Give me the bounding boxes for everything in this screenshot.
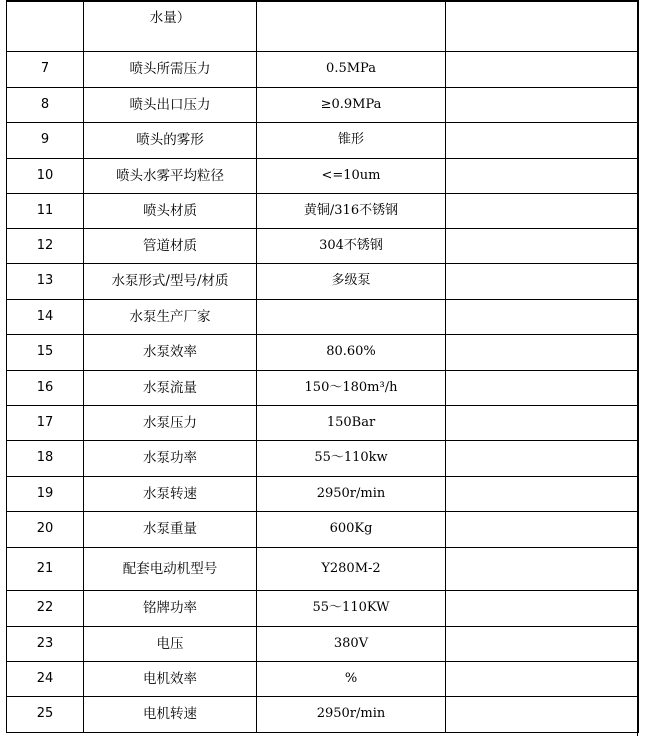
item-cell: 喷头的雾形 xyxy=(84,122,257,158)
remark-cell xyxy=(446,370,639,405)
row-number-cell: 21 xyxy=(7,547,84,590)
item-cell: 电机效率 xyxy=(84,661,257,696)
item-cell: 电机转速 xyxy=(84,696,257,732)
row-number-cell: 23 xyxy=(7,626,84,661)
remark-cell xyxy=(446,626,639,661)
item-cell: 水泵转速 xyxy=(84,476,257,511)
item-cell: 水泵功率 xyxy=(84,440,257,476)
row-number-cell: 20 xyxy=(7,511,84,547)
value-cell xyxy=(257,1,446,51)
remark-cell xyxy=(446,511,639,547)
spec-table-container xyxy=(6,0,638,733)
item-cell: 铭牌功率 xyxy=(84,590,257,626)
row-number-cell: 9 xyxy=(7,122,84,158)
value-cell: <=10um xyxy=(257,158,446,193)
value-cell: % xyxy=(257,661,446,696)
remark-cell xyxy=(446,158,639,193)
row-number-cell: 8 xyxy=(7,87,84,122)
item-cell: 喷头水雾平均粒径 xyxy=(84,158,257,193)
value-cell: 380V xyxy=(257,626,446,661)
table-row xyxy=(7,476,639,511)
remark-cell xyxy=(446,1,639,51)
table-row xyxy=(7,1,639,51)
remark-cell xyxy=(446,87,639,122)
row-number-cell: 13 xyxy=(7,263,84,299)
remark-cell xyxy=(446,476,639,511)
table-row xyxy=(7,51,639,87)
remark-cell xyxy=(446,334,639,370)
row-number-cell: 24 xyxy=(7,661,84,696)
item-cell: 水泵生产厂家 xyxy=(84,299,257,334)
remark-cell xyxy=(446,193,639,228)
item-cell: 喷头材质 xyxy=(84,193,257,228)
item-cell: 水泵压力 xyxy=(84,405,257,440)
table-row xyxy=(7,370,639,405)
remark-cell xyxy=(446,405,639,440)
remark-cell xyxy=(446,696,639,732)
row-number-cell: 25 xyxy=(7,696,84,732)
remark-cell xyxy=(446,51,639,87)
value-cell: 304不锈钢 xyxy=(257,228,446,263)
value-cell: 黄铜/316不锈钢 xyxy=(257,193,446,228)
row-number-cell: 12 xyxy=(7,228,84,263)
item-cell: 喷头所需压力 xyxy=(84,51,257,87)
table-row xyxy=(7,547,639,590)
table-row xyxy=(7,263,639,299)
table-row xyxy=(7,193,639,228)
value-cell: 55～110kw xyxy=(257,440,446,476)
row-number-cell: 22 xyxy=(7,590,84,626)
table-row xyxy=(7,511,639,547)
row-number-cell: 18 xyxy=(7,440,84,476)
item-cell: 水泵流量 xyxy=(84,370,257,405)
remark-cell xyxy=(446,440,639,476)
table-right-border xyxy=(637,0,638,736)
value-cell: 150～180m³/h xyxy=(257,370,446,405)
table-row xyxy=(7,299,639,334)
item-cell: 电压 xyxy=(84,626,257,661)
spec-table xyxy=(6,0,639,733)
row-number-cell: 19 xyxy=(7,476,84,511)
table-row xyxy=(7,590,639,626)
item-cell: 水量） xyxy=(84,1,257,51)
remark-cell xyxy=(446,122,639,158)
item-cell: 水泵形式/型号/材质 xyxy=(84,263,257,299)
row-number-cell: 17 xyxy=(7,405,84,440)
value-cell: 150Bar xyxy=(257,405,446,440)
row-number-cell: 7 xyxy=(7,51,84,87)
table-row xyxy=(7,696,639,732)
value-cell: 55～110KW xyxy=(257,590,446,626)
row-number-cell: 15 xyxy=(7,334,84,370)
value-cell: ≥0.9MPa xyxy=(257,87,446,122)
table-row xyxy=(7,440,639,476)
table-row xyxy=(7,626,639,661)
row-number-cell: 11 xyxy=(7,193,84,228)
remark-cell xyxy=(446,661,639,696)
value-cell: 80.60% xyxy=(257,334,446,370)
row-number-cell: 10 xyxy=(7,158,84,193)
item-cell: 水泵重量 xyxy=(84,511,257,547)
remark-cell xyxy=(446,547,639,590)
remark-cell xyxy=(446,590,639,626)
item-cell: 管道材质 xyxy=(84,228,257,263)
remark-cell xyxy=(446,299,639,334)
table-row xyxy=(7,158,639,193)
table-row xyxy=(7,228,639,263)
item-cell: 配套电动机型号 xyxy=(84,547,257,590)
remark-cell xyxy=(446,228,639,263)
table-row xyxy=(7,661,639,696)
row-number-cell: 16 xyxy=(7,370,84,405)
value-cell: 0.5MPa xyxy=(257,51,446,87)
table-row xyxy=(7,122,639,158)
row-number-cell xyxy=(7,1,84,51)
value-cell: 2950r/min xyxy=(257,476,446,511)
value-cell: 600Kg xyxy=(257,511,446,547)
value-cell: 多级泵 xyxy=(257,263,446,299)
table-row xyxy=(7,405,639,440)
remark-cell xyxy=(446,263,639,299)
value-cell: 2950r/min xyxy=(257,696,446,732)
table-row xyxy=(7,87,639,122)
item-cell: 水泵效率 xyxy=(84,334,257,370)
item-cell: 喷头出口压力 xyxy=(84,87,257,122)
row-number-cell: 14 xyxy=(7,299,84,334)
table-row xyxy=(7,334,639,370)
value-cell: 锥形 xyxy=(257,122,446,158)
value-cell: Y280M-2 xyxy=(257,547,446,590)
value-cell xyxy=(257,299,446,334)
